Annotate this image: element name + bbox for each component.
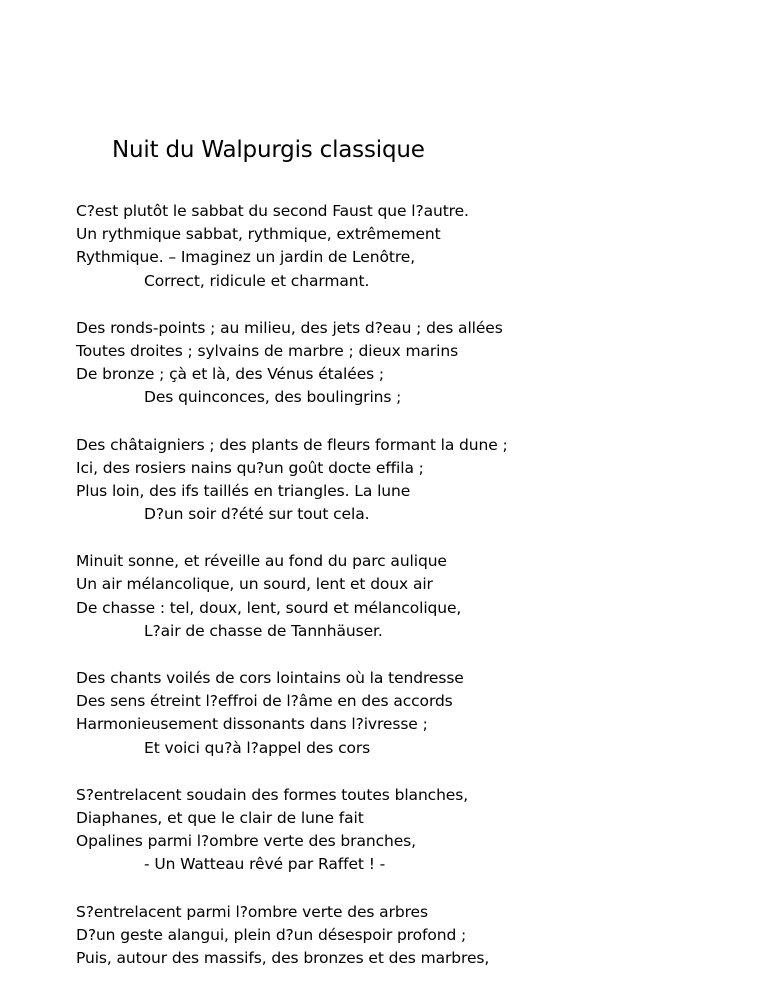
verse-line-indented: Correct, ridicule et charmant. (144, 271, 370, 290)
verse-line: S?entrelacent soudain des formes toutes blanches, (76, 785, 469, 804)
verse-line: Ici, des rosiers nains qu?un goût docte effila ; (76, 458, 424, 477)
verse-line-indented: D?un soir d?été sur tout cela. (144, 505, 370, 524)
verse-line: Un air mélancolique, un sourd, lent et doux air (76, 575, 433, 594)
verse-line: Rythmique. – Imaginez un jardin de Lenôtre, (76, 248, 416, 267)
stanza-7 (76, 901, 746, 971)
verse-line: D?un geste alangui, plein d?un désespoir profond ; (76, 925, 467, 944)
verse-line-indented: Et voici qu?à l?appel des cors (144, 738, 371, 757)
verse-line: Des chants voilés de cors lointains où la tendresse (76, 669, 464, 687)
verse-line: De chasse : tel, doux, lent, sourd et mélancolique, (76, 598, 462, 617)
stanza-4 (76, 550, 746, 643)
poem-body (76, 200, 746, 994)
verse-line: S?entrelacent parmi l?ombre verte des arbres (76, 902, 428, 921)
stanza-6 (76, 784, 746, 877)
verse-line: Plus loin, des ifs taillés en triangles. La lune (76, 481, 411, 500)
verse-line: Des ronds-points ; au milieu, des jets d?eau ; des allées (76, 318, 503, 337)
verse-line: De bronze ; çà et là, des Vénus étalées ; (76, 365, 385, 384)
verse-line: Diaphanes, et que le clair de lune fait (76, 808, 364, 827)
verse-line: Toutes droites ; sylvains de marbre ; dieux marins (76, 341, 459, 360)
verse-line: C?est plutôt le sabbat du second Faust que l?autre. (76, 202, 469, 220)
verse-line: Puis, autour des massifs, des bronzes et des marbres, (76, 948, 490, 967)
verse-line: Minuit sonne, et réveille au fond du parc aulique (76, 552, 447, 571)
stanza-3 (76, 434, 746, 527)
verse-line-indented: - Un Watteau rêvé par Raffet ! - (144, 855, 386, 874)
verse-line-indented: Des quinconces, des boulingrins ; (144, 388, 402, 407)
verse-line-indented: L?air de chasse de Tannhäuser. (144, 621, 383, 640)
verse-line: Opalines parmi l?ombre verte des branches, (76, 832, 416, 851)
verse-line: Un rythmique sabbat, rythmique, extrêmement (76, 225, 441, 244)
stanza-1 (76, 200, 746, 293)
verse-line: Harmonieusement dissonants dans l?ivresse ; (76, 715, 428, 734)
stanza-2 (76, 317, 746, 410)
poem-title: Nuit du Walpurgis classique (112, 137, 425, 163)
verse-line: Des châtaigniers ; des plants de fleurs formant la dune ; (76, 435, 508, 454)
stanza-5 (76, 667, 746, 760)
verse-line: Des sens étreint l?effroi de l?âme en des accords (76, 692, 453, 711)
